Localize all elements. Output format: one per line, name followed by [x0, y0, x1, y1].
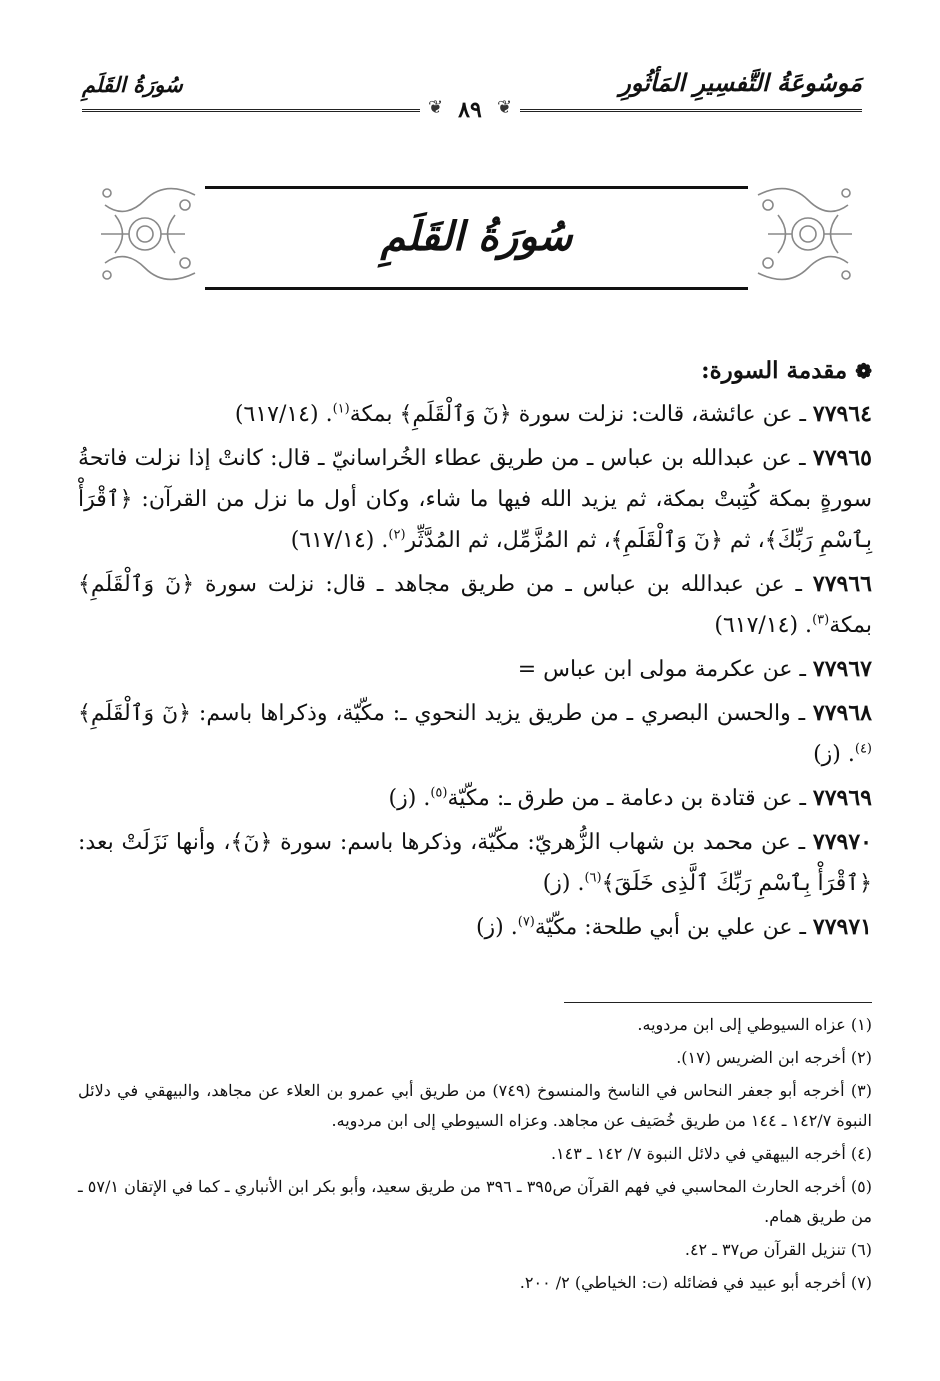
narration-number: ٧٧٩٦٨ [812, 700, 872, 726]
narration-source: . (ز) [475, 915, 518, 940]
narration-entry [78, 907, 872, 948]
narration-entry [78, 822, 872, 904]
narration-source: . (ز) [388, 786, 431, 811]
narration-entry [78, 693, 872, 775]
narration-number: ٧٧٩٦٥ [812, 445, 872, 471]
narration-text: ـ عن عبدالله بن عباس ـ من طريق عطاء الخُراسانيّ ـ قال: كانتْ إذا نزلت فاتحةُ سورةٍ بمكة كُتِبتْ بمكة، ثم يزيد الله فيها ما شاء، وكان أول ما نزل من القرآن: ﴿ٱقْرَأْ بِٱسْمِ رَبِّكَ﴾، ثم ﴿نٓ وَٱلْقَلَمِ﴾، ثم المُزَّمِّل، ثم المُدَّثِّر [78, 446, 872, 553]
footnotes [78, 1010, 872, 1301]
narration-text: ـ والحسن البصري ـ من طريق يزيد النحوي ـ: مكّيّة، وذكراها باسم: ﴿نٓ وَٱلْقَلَمِ﴾ [78, 701, 813, 726]
narration-number: ٧٧٩٦٧ [812, 656, 872, 682]
narration-entry [78, 649, 872, 690]
surah-title: سُورَةُ القَلَمِ [380, 213, 573, 260]
floral-ornament-icon [748, 175, 858, 293]
footnote: (٤) أخرجه البيهقي في دلائل النبوة ٧/ ١٤٢ ـ ١٤٣. [550, 1144, 872, 1163]
encyclopedia-running-title: مَوسُوعَةُ التَّفسِيرِ المَأثُورِ [619, 68, 862, 97]
title-rule-top [205, 186, 748, 189]
main-text [78, 350, 872, 951]
title-rule-bottom [205, 287, 748, 290]
ornament-icon: ❦ [428, 97, 444, 118]
footnote-ref[interactable]: (٣) [812, 612, 830, 628]
narration-number: ٧٧٩٦٩ [812, 785, 872, 811]
footnote-ref[interactable]: (٥) [430, 785, 448, 801]
narration-number: ٧٧٩٦٤ [812, 401, 872, 427]
footnote-ref[interactable]: (٢) [388, 527, 406, 543]
narration-text: ـ عن علي بن أبي طلحة: مكّيّة [534, 915, 813, 940]
narration-entry [78, 564, 872, 646]
footnote: (١) عزاه السيوطي إلى ابن مردويه. [637, 1015, 872, 1034]
narration-source: . (٦١٧/١٤) [290, 528, 389, 553]
narration-number: ٧٧٩٧١ [812, 914, 872, 940]
narration-text: ـ عن محمد بن شهاب الزُّهريّ: مكّيّة، وذكرها باسم: سورة ﴿نٓ﴾، وأنها نَزَلَتْ بعد: ﴿ٱقْرَأْ بِٱسْمِ رَبِّكَ ٱلَّذِى خَلَقَ﴾ [78, 830, 872, 896]
narration-source: . (ز) [813, 742, 855, 767]
flower-bullet-icon: ❁ [855, 359, 872, 383]
surah-title-band [95, 175, 858, 293]
narration-number: ٧٧٩٦٦ [812, 571, 872, 597]
footnote-divider [564, 1002, 872, 1003]
footnote-ref[interactable]: (٧) [517, 914, 535, 930]
footnote-ref[interactable]: (١) [332, 401, 350, 417]
narration-entry [78, 778, 872, 819]
narration-entry [78, 438, 872, 561]
floral-ornament-icon [95, 175, 205, 293]
section-heading [78, 350, 872, 392]
footnote: (٣) أخرجه أبو جعفر النحاس في الناسخ والمنسوخ (٧٤٩) من طريق أبي عمرو بن العلاء عن مجاهد، والبيهقي في دلائل النبوة ١٤٢/٧ ـ ١٤٤ من طريق خُصَيف عن مجاهد. وعزاه السيوطي إلى ابن مردويه. [78, 1081, 873, 1130]
footnote: (٦) تنزيل القرآن ص٣٧ ـ ٤٢. [684, 1240, 872, 1259]
narration-text: ـ عن عائشة، قالت: نزلت سورة ﴿نٓ وَٱلْقَلَمِ﴾ بمكة [349, 402, 813, 427]
narration-source: . (٦١٧/١٤) [234, 402, 333, 427]
narration-source: . (٦١٧/١٤) [714, 613, 813, 638]
narration-text: ـ عن عكرمة مولى ابن عباس = [517, 657, 813, 682]
section-heading-text: مقدمة السورة: [701, 357, 848, 384]
footnote: (٧) أخرجه أبو عبيد في فضائله (ت: الخياطي) ٢/ ٢٠٠. [519, 1273, 872, 1292]
narration-source: . (ز) [542, 871, 585, 896]
footnote: (٥) أخرجه الحارث المحاسبي في فهم القرآن ص٣٩٥ ـ ٣٩٦ من طريق سعيد، وأبو بكر ابن الأنباري ـ كما في الإتقان ٥٧/١ ـ من طريق همام. [78, 1177, 873, 1226]
narration-text: ـ عن عبدالله بن عباس ـ من طريق مجاهد ـ قال: نزلت سورة ﴿نٓ وَٱلْقَلَمِ﴾ بمكة [78, 572, 872, 638]
narration-text: ـ عن قتادة بن دعامة ـ من طرق ـ: مكّيّة [447, 786, 813, 811]
ornament-icon: ❦ [497, 97, 513, 118]
narration-number: ٧٧٩٧٠ [812, 829, 872, 855]
surah-running-title: سُورَةُ القَلَمِ [82, 72, 183, 97]
page-number: ٨٩ [458, 97, 482, 123]
footnote-ref[interactable]: (٤) [854, 741, 872, 757]
footnote-ref[interactable]: (٦) [584, 870, 602, 886]
narration-entry [78, 394, 872, 435]
footnote: (٢) أخرجه ابن الضريس (١٧). [676, 1048, 872, 1067]
